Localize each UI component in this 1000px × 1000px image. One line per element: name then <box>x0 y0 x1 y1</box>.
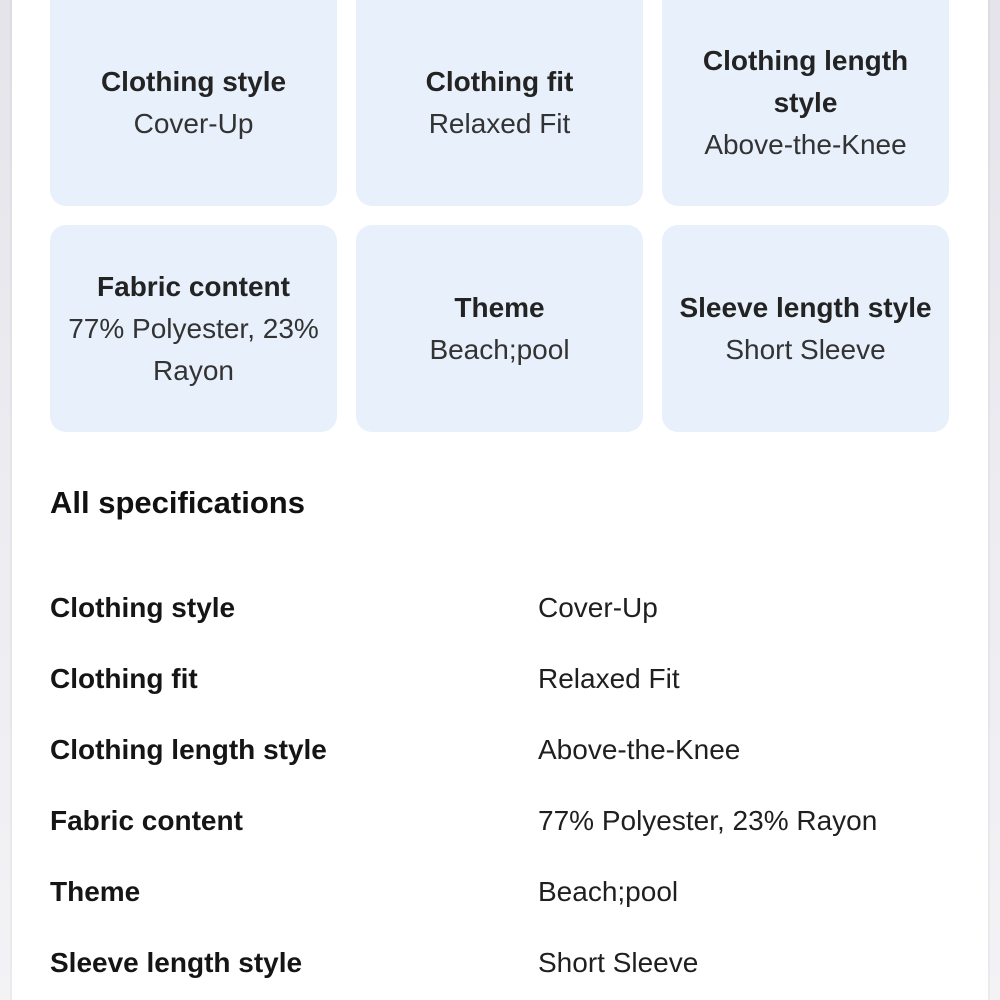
highlight-value: Relaxed Fit <box>428 108 571 139</box>
highlight-title: Fabric content <box>97 270 290 302</box>
spec-value: 77% Polyester, 23% Rayon <box>538 805 878 836</box>
highlight-card-clothing-length-style <box>662 0 949 206</box>
table-row <box>50 941 950 1000</box>
all-specifications-heading: All specifications <box>50 485 305 520</box>
highlight-title: Clothing length style <box>702 45 909 118</box>
highlight-value: Cover-Up <box>133 108 254 139</box>
left-edge-shadow <box>0 0 12 1000</box>
highlight-value: Above-the-Knee <box>704 129 907 160</box>
table-row <box>50 870 950 941</box>
spec-value: Short Sleeve <box>538 947 699 978</box>
spec-value: Cover-Up <box>538 592 658 623</box>
table-row <box>50 799 950 870</box>
spec-label: Clothing fit <box>50 663 198 694</box>
highlight-title: Clothing style <box>100 66 287 97</box>
spec-value: Relaxed Fit <box>538 663 680 694</box>
highlight-card-sleeve-length-style <box>662 225 949 432</box>
highlight-title: Clothing fit <box>425 66 574 97</box>
highlight-value: Beach;pool <box>429 333 570 365</box>
highlight-title: Theme <box>454 291 545 323</box>
specifications-table <box>50 586 950 1000</box>
right-edge-shadow <box>988 0 1000 1000</box>
highlight-value: Short Sleeve <box>725 333 886 365</box>
highlights-grid <box>50 0 950 432</box>
highlight-card-theme <box>356 225 643 432</box>
spec-label: Sleeve length style <box>50 947 303 978</box>
highlight-title: Sleeve length style <box>679 291 932 323</box>
spec-value: Above-the-Knee <box>538 734 741 765</box>
spec-label: Theme <box>50 876 141 907</box>
spec-label: Clothing style <box>50 592 236 623</box>
table-row <box>50 657 950 728</box>
spec-value: Beach;pool <box>538 876 679 907</box>
highlight-card-fabric-content <box>50 225 337 432</box>
table-row <box>50 586 950 657</box>
highlight-card-clothing-style <box>50 0 337 206</box>
spec-label: Fabric content <box>50 805 243 836</box>
highlight-card-clothing-fit <box>356 0 643 206</box>
table-row <box>50 728 950 799</box>
spec-label: Clothing length style <box>50 734 327 765</box>
highlight-value: 77% Polyester, 23% Rayon <box>68 312 319 386</box>
